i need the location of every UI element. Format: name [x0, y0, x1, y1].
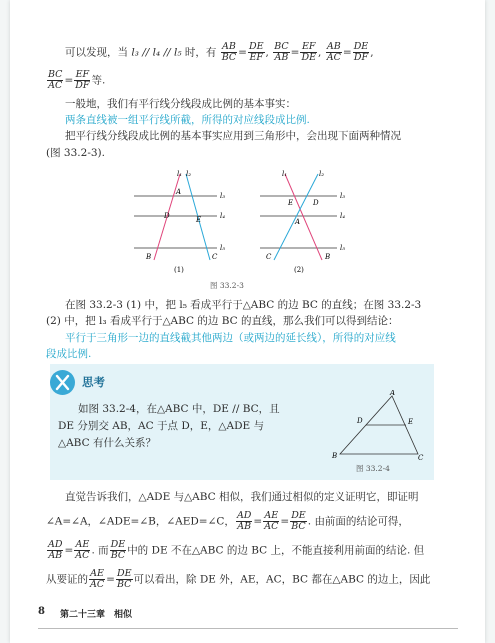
fraction: $\frac{EF}{DF}$ [75, 69, 90, 91]
svg-text:C: C [266, 253, 272, 261]
text-line: DE 分别交 AB，AC 于点 D，E，△ADE 与 [58, 420, 265, 432]
condition-text: l₃ // l₄ // l₅ [131, 46, 182, 59]
think-title: 思考 [82, 375, 105, 389]
svg-text:C: C [212, 253, 218, 261]
text-line: △ABC 有什么关系？ [58, 437, 156, 449]
svg-text:l₄: l₄ [340, 212, 346, 220]
think-icon [50, 370, 75, 395]
fraction: $\frac{BC}{AB}$ [274, 41, 289, 63]
svg-text:D: D [357, 417, 363, 425]
divider [38, 628, 458, 629]
fraction: $\frac{BC}{AC}$ [48, 69, 63, 91]
svg-text:l₅: l₅ [220, 244, 226, 252]
fraction: $\frac{DE}{BC}$ [291, 510, 306, 532]
figure-33-2-3 [122, 168, 352, 278]
figure-2 [260, 170, 345, 274]
figure-33-2-4 [326, 390, 426, 462]
fraction: $\frac{AB}{BC}$ [221, 41, 237, 63]
svg-text:l₂: l₂ [319, 170, 325, 178]
svg-text:l₄: l₄ [220, 212, 226, 220]
svg-text:A: A [390, 390, 396, 397]
figure-caption: 图 33.2-3 [210, 281, 244, 290]
text: 时，有 [184, 46, 217, 59]
text-line: 在图 33.2-3 (1) 中，把 l₅ 看成平行于△ABC 的边 BC 的直线；在图 33.2-3 [65, 299, 422, 311]
text-line: $\frac{BC}{AC}$ = $\frac{EF}{DF}$ 等. [48, 69, 106, 91]
highlight-statement: 两条直线被一组平行线所截，所得的对应线段成比例. [65, 114, 310, 126]
page-number: 8 [38, 606, 45, 617]
fraction: $\frac{AE}{AC}$ [264, 510, 279, 532]
fraction: $\frac{AD}{AB}$ [236, 510, 252, 532]
text-line: ∠A=∠A，∠ADE=∠B，∠AED=∠C， $\frac{AD}{AB}$ = $\frac{AE}{AC}$ = $\frac{DE}{BC}$ . 由前面的结论可得， [46, 510, 409, 532]
text-line: 直觉告诉我们，△ADE 与△ABC 相似，我们通过相似的定义证明它，即证明 [65, 491, 419, 503]
text: 等. [91, 74, 106, 87]
highlight-statement: 段成比例. [46, 348, 92, 360]
fraction: $\frac{DE}{DF}$ [353, 41, 369, 63]
svg-text:A: A [176, 188, 182, 196]
svg-text:l₅: l₅ [340, 244, 346, 252]
svg-text:D: D [313, 199, 319, 207]
svg-text:B: B [146, 253, 152, 261]
think-box [50, 364, 434, 480]
text-line: 可以发现，当 l₃ // l₄ // l₅ 时，有 $\frac{AB}{BC}$ = $\frac{DE}{EF}$ , $\frac{BC}{AB}$ = $\frac{EF}{DE}$ , $\frac{AB}{AC}$ = $\frac{DE}{DF}$ , [65, 41, 374, 63]
svg-text:l₁: l₁ [177, 170, 183, 178]
svg-text:(2): (2) [294, 266, 304, 274]
svg-text:l₃: l₃ [220, 192, 226, 200]
text: 可以发现，当 [65, 46, 128, 59]
fraction: $\frac{AE}{AC}$ [90, 568, 105, 590]
svg-text:A: A [295, 218, 301, 226]
svg-text:E: E [196, 216, 202, 224]
svg-text:(1): (1) [174, 266, 184, 274]
svg-text:l₂: l₂ [186, 170, 192, 178]
svg-text:E: E [288, 199, 294, 207]
svg-text:l₁: l₁ [282, 170, 288, 178]
fraction: $\frac{AD}{AB}$ [48, 539, 63, 561]
text-line: (图 33.2-3). [46, 147, 105, 159]
svg-text:l₃: l₃ [340, 192, 346, 200]
fraction: $\frac{DE}{BC}$ [110, 539, 126, 561]
svg-text:B: B [325, 253, 331, 261]
fraction: $\frac{AE}{AC}$ [75, 539, 90, 561]
svg-text:E: E [408, 418, 414, 426]
text-line: 一般地，我们有平行线分线段成比例的基本事实： [65, 98, 296, 110]
svg-text:B: B [332, 452, 338, 460]
highlight-statement: 平行于三角形一边的直线截其他两边（或两边的延长线），所得的对应线 [65, 332, 396, 344]
text-line: 把平行线分线段成比例的基本事实应用到三角形中，会出现下面两种情况 [65, 130, 401, 142]
fraction: $\frac{DE}{BC}$ [116, 568, 132, 590]
text-line: 从要证的 $\frac{AE}{AC}$ = $\frac{DE}{BC}$ 可以看出，除 DE 外，AE，AC，BC 都在△ABC 的边上，因此 [46, 568, 431, 590]
text-line: (2) 中，把 l₃ 看成平行于△ABC 的边 BC 的直线，那么我们可以得到结论： [46, 315, 399, 327]
fraction: $\frac{DE}{EF}$ [248, 41, 264, 63]
fraction: $\frac{AB}{AC}$ [326, 41, 341, 63]
text-line: 如图 33.2-4，在△ABC 中，DE // BC，且 [78, 403, 280, 415]
svg-text:D: D [164, 212, 170, 220]
figure-caption: 图 33.2-4 [356, 464, 390, 473]
text-line: $\frac{AD}{AB}$ = $\frac{AE}{AC}$ . 而 $\frac{DE}{BC}$ 中的 DE 不在△ABC 的边 BC 上，不能直接利用前面的结论. 但 [48, 539, 425, 561]
chapter-title: 第二十三章 相似 [60, 610, 133, 620]
fraction: $\frac{EF}{DE}$ [301, 41, 317, 63]
svg-text:C: C [418, 454, 424, 462]
textbook-page [10, 0, 485, 643]
figure-1 [134, 170, 225, 274]
